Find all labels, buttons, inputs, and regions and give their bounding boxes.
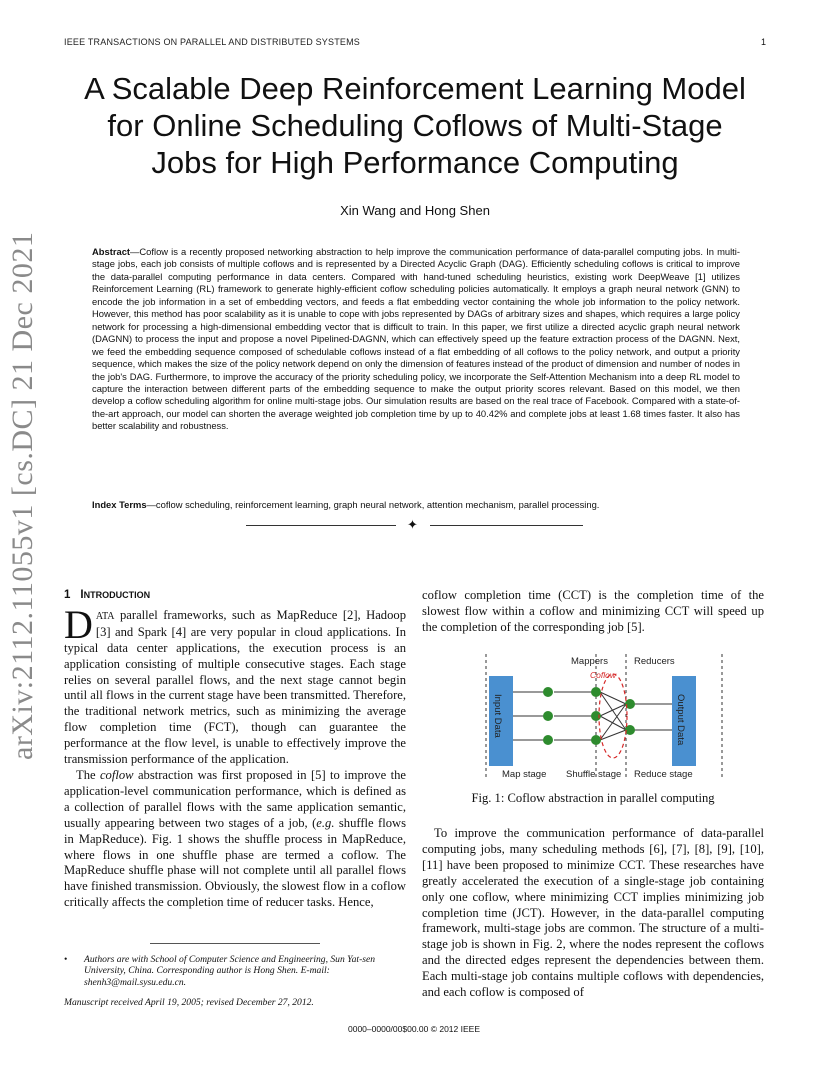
page-number: 1 [760,37,766,47]
p2-coflow-italic: coflow [99,767,134,782]
mapper-node-3 [543,735,553,745]
shuffle-4 [600,716,626,730]
paper-title [60,70,770,181]
p2-part-c: shuffle flows in MapReduce). Fig. 1 shows the shuffle process in MapReduce, where flows in one shuffle phase are termed a coflow. The MapReduce shuffle phase will not complete until all parallel flows have finished transmission. Obviously, the slowest flow in a coflow critically affects the completion time of reducer tasks. Hence, [64,815,406,910]
input-data-label: Input Data [492,694,503,738]
coflow-ellipse [599,674,627,758]
footnote-bullet: • [64,954,68,965]
abstract-text: —Coflow is a recently proposed networking abstraction to help improve the communication performance of data-parallel computing jobs. In multi-stage jobs, each job consists of multiple coflows and is represented by a Directed Acyclic Graph (DAG). Efficiently scheduling coflows is critical to improve the data-parallel computing performance in data centers. Compared with hand-tuned scheduling heuristics, existing work DeepWeave [1] utilizes Reinforcement Learning (RL) framework to generate highly-efficient coflow scheduling policies automatically. It employs a graph neural network (GNN) to encode the job information in a set of embedding vectors, and feeds a flat embedding vector containing the whole job information to the policy network. However, this method has poor scalability as it is unable to cope with jobs represented by DAGs of arbitrary sizes and shapes, which requires a large policy network for processing a high-dimensional embedding vector that is difficult to train. In this paper, we first utilize a directed acyclic graph neural network (DAGNN) to process the input and propose a novel Pipelined-DAGNN, which can effectively speed up the feature extraction process of the DAGNN. Next, we feed the embedding sequence composed of schedulable coflows instead of a flat embedding of all coflows to the policy network, and output a priority sequence, which makes the size of the policy network depend on only the dimension of features instead of the product of dimension and number of nodes in the job's DAG. Furthermore, to improve the accuracy of the priority scheduling policy, we incorporate the Self-Attention Mechanism into a deep RL model to capture the interaction between different parts of the embedding sequence to make the output priority scores relevant. Based on this model, we then develop a coflow scheduling algorithm for online multi-stage jobs. Our simulation results are based on the real trace of Facebook. Compared with a state-of-the-art approach, our model can shorten the average weighted job completion time by up to 40.42% and complete jobs at least 1.68 times faster. It also has better scalability and robustness. [92,246,740,432]
mapper-out-node-1 [591,687,601,697]
title-line-3: Jobs for High Performance Computing [151,145,679,180]
intro-smallcaps: ATA [95,610,115,622]
right-column-bottom [422,826,764,1001]
manuscript-note: Manuscript received April 19, 2005; revised December 27, 2012. [64,997,314,1008]
right-paragraph-2: To improve the communication performance of data-parallel computing jobs, many scheduling methods [6], [7], [8], [9], [10], [11] have been proposed to minimize CCT. These researches have greatly accelerated the execution of a single-stage job containing only one coflow, where minimizing CCT implies minimizing job completion time (JCT). However, in the data-parallel computing framework, multi-stage jobs are common. The structure of a multi-stage job is shown in Fig. 2, where the nodes represent the coflows and the directed edges represent the dependencies between them. Each multi-stage job contains multiple coflows with dependencies, and each coflow is composed of [422,826,764,1000]
figure-caption: Fig. 1: Coflow abstraction in parallel computing [471,791,715,805]
abstract-label: Abstract [92,246,131,257]
section-heading [64,588,406,604]
mapper-node-1 [543,687,553,697]
p2-eg-italic: e.g. [316,815,335,830]
mapper-out-node-3 [591,735,601,745]
shuffle-stage-label: Shuffle stage [566,769,622,780]
section-title-rest: NTRODUCTION [83,590,151,600]
mapper-node-2 [543,711,553,721]
index-terms-text: —coflow scheduling, reinforcement learning, graph neural network, attention mechanism, parallel processing. [146,499,600,510]
intro-paragraph-1 [64,601,406,768]
figure-coflow-diagram [476,650,766,785]
authors: Xin Wang and Hong Shen [340,203,490,218]
mappers-label: Mappers [571,656,608,667]
right-paragraph-1: coflow completion time (CCT) is the completion time of the slowest flow within a coflow and minimizing CCT will speed up the completion of the corresponding job [5]. [422,588,764,634]
drop-cap: D [64,601,93,647]
reducers-label: Reducers [634,656,675,667]
reduce-stage-label: Reduce stage [634,769,693,780]
map-stage-label: Map stage [502,769,547,780]
footnote-text: Authors are with School of Computer Science and Engineering, Sun Yat-sen University, China. Corresponding author is Hong Shen. E-mail: shenh3@mail.sysu.edu.cn. [84,954,376,988]
title-line-2: for Online Scheduling Coflows of Multi-Stage [107,108,723,143]
section-title-first: I [80,589,84,601]
p2-part-a: The [76,767,100,782]
divider-left [246,525,396,526]
footnote-rule [150,943,320,944]
p2-part-b: abstraction was first proposed in [5] to improve the application-level communication performance, which is defined as a collection of parallel flows with the same application semantic, usually appearing between two stages of a job, ( [64,767,406,830]
left-column [64,588,406,911]
coflow-label: Coflow [590,670,616,680]
footnote [64,954,406,988]
divider-diamond-icon: ✦ [407,517,418,532]
output-data-label: Output Data [675,694,686,746]
title-line-1: A Scalable Deep Reinforcement Learning Model [84,71,746,106]
right-column-top [422,588,764,636]
intro-p1-text: parallel frameworks, such as MapReduce [2], Hadoop [3] and Spark [4] are very popular in cloud applications. In typical data center applications, the execution process is an application consisting of multiple consecutive stages. Each stage relies on several parallel flows, and the next stage cannot begin until all flows in the current stage have been transmitted. Therefore, the traditional network metrics, such as minimizing the average flow completion time (FCT), though can guarantee the performance at the flow level, is unable to effectively improve the transmission performance of the application. [64,607,406,767]
section-number: 1 [64,589,71,601]
running-head: IEEE TRANSACTIONS ON PARALLEL AND DISTRIBUTED SYSTEMS [64,37,360,47]
copyright: 0000–0000/00$00.00 © 2012 IEEE [348,1024,480,1034]
intro-paragraph-2 [64,768,406,911]
index-terms-label: Index Terms [92,499,147,510]
arxiv-stamp: arXiv:2112.11055v1 [cs.DC] 21 Dec 2021 [6,231,39,760]
divider-right [430,525,583,526]
index-terms [92,499,740,511]
abstract [92,246,740,433]
